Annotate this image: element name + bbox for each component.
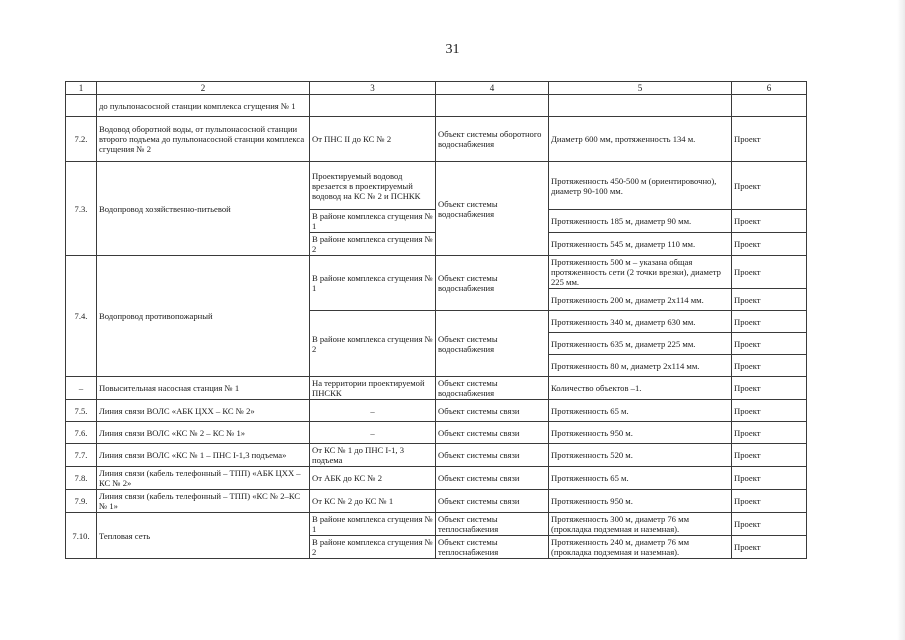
status-cell — [732, 95, 807, 117]
table-row — [66, 490, 807, 513]
status-cell: Проект — [732, 490, 807, 513]
params-cell: Количество объектов –1. — [549, 377, 732, 400]
table-row — [66, 467, 807, 490]
location-cell: В районе комплекса сгущения № 1 — [310, 513, 436, 536]
type-cell: Объект системы связи — [436, 422, 549, 444]
type-cell: Объект системы связи — [436, 400, 549, 422]
row-number: 7.2. — [66, 117, 97, 162]
object-name: Линия связи ВОЛС «КС № 1 – ПНС I-1,3 подъема» — [97, 444, 310, 467]
type-cell: Объект системы водоснабжения — [436, 377, 549, 400]
location-cell: В районе комплекса сгущения № 2 — [310, 311, 436, 377]
location-cell: От КС № 2 до КС № 1 — [310, 490, 436, 513]
status-cell: Проект — [732, 311, 807, 333]
params-cell: Протяженность 500 м – указана общая протяженность сети (2 точки врезки), диаметр 225 мм. — [549, 256, 732, 289]
object-name: Тепловая сеть — [97, 513, 310, 559]
status-cell: Проект — [732, 233, 807, 256]
row-number: 7.5. — [66, 400, 97, 422]
object-name: Линия связи ВОЛС «КС № 2 – КС № 1» — [97, 422, 310, 444]
status-cell: Проект — [732, 355, 807, 377]
params-cell: Протяженность 65 м. — [549, 400, 732, 422]
location-cell: От КС № 1 до ПНС I-1, 3 подъема — [310, 444, 436, 467]
params-cell: Протяженность 65 м. — [549, 467, 732, 490]
page-edge-shadow — [897, 0, 905, 640]
location-cell: В районе комплекса сгущения № 2 — [310, 536, 436, 559]
object-name: Линия связи (кабель телефонный – ТПП) «АБК ЦХХ – КС № 2» — [97, 467, 310, 490]
params-cell: Протяженность 635 м, диаметр 225 мм. — [549, 333, 732, 355]
params-cell: Протяженность 200 м, диаметр 2х114 мм. — [549, 289, 732, 311]
row-number: 7.4. — [66, 256, 97, 377]
row-number: 7.6. — [66, 422, 97, 444]
table-row — [66, 422, 807, 444]
object-name: Водопровод противопожарный — [97, 256, 310, 377]
table-row — [66, 162, 807, 210]
header-cell: 1 — [66, 82, 97, 95]
type-cell: Объект системы оборотного водоснабжения — [436, 117, 549, 162]
params-cell: Протяженность 450-500 м (ориентировочно), диаметр 90-100 мм. — [549, 162, 732, 210]
type-cell — [436, 95, 549, 117]
location-cell: В районе комплекса сгущения № 2 — [310, 233, 436, 256]
table-row — [66, 377, 807, 400]
type-cell: Объект системы связи — [436, 490, 549, 513]
params-cell: Протяженность 520 м. — [549, 444, 732, 467]
status-cell: Проект — [732, 422, 807, 444]
location-cell: В районе комплекса сгущения № 1 — [310, 210, 436, 233]
status-cell: Проект — [732, 444, 807, 467]
location-cell: На территории проектируемой ПНСКК — [310, 377, 436, 400]
table-row — [66, 400, 807, 422]
type-cell: Объект системы водоснабжения — [436, 256, 549, 311]
type-cell: Объект системы теплоснабжения — [436, 536, 549, 559]
row-number: 7.9. — [66, 490, 97, 513]
object-name: Линия связи ВОЛС «АБК ЦХХ – КС № 2» — [97, 400, 310, 422]
params-cell: Протяженность 340 м, диаметр 630 мм. — [549, 311, 732, 333]
params-cell: Диаметр 600 мм, протяженность 134 м. — [549, 117, 732, 162]
status-cell: Проект — [732, 513, 807, 536]
location-cell: Проектируемый водовод врезается в проектируемый водовод на КС № 2 и ПСНКК — [310, 162, 436, 210]
status-cell: Проект — [732, 210, 807, 233]
row-number: 7.8. — [66, 467, 97, 490]
status-cell: Проект — [732, 377, 807, 400]
location-cell: От АБК до КС № 2 — [310, 467, 436, 490]
params-cell: Протяженность 240 м, диаметр 76 мм (прокладка подземная и наземная). — [549, 536, 732, 559]
type-cell: Объект системы водоснабжения — [436, 162, 549, 256]
object-name: Водовод оборотной воды, от пульпонасосной станции второго подъема до пульпонасосной станции комплекса сгущения № 2 — [97, 117, 310, 162]
row-number — [66, 95, 97, 117]
table-row — [66, 444, 807, 467]
status-cell: Проект — [732, 333, 807, 355]
row-number: 7.3. — [66, 162, 97, 256]
status-cell: Проект — [732, 256, 807, 289]
status-cell: Проект — [732, 162, 807, 210]
params-cell — [549, 95, 732, 117]
object-name: Повысительная насосная станция № 1 — [97, 377, 310, 400]
location-cell: – — [310, 400, 436, 422]
params-cell: Протяженность 300 м, диаметр 76 мм (прокладка подземная и наземная). — [549, 513, 732, 536]
object-name: до пульпонасосной станции комплекса сгущения № 1 — [97, 95, 310, 117]
params-cell: Протяженность 185 м, диаметр 90 мм. — [549, 210, 732, 233]
objects-table — [65, 81, 807, 559]
header-cell: 4 — [436, 82, 549, 95]
params-cell: Протяженность 545 м, диаметр 110 мм. — [549, 233, 732, 256]
type-cell: Объект системы связи — [436, 467, 549, 490]
params-cell: Протяженность 80 м, диаметр 2х114 мм. — [549, 355, 732, 377]
object-name: Линия связи (кабель телефонный – ТПП) «КС № 2–КС № 1» — [97, 490, 310, 513]
table-row — [66, 513, 807, 536]
params-cell: Протяженность 950 м. — [549, 422, 732, 444]
table-row — [66, 117, 807, 162]
row-number: – — [66, 377, 97, 400]
table-row — [66, 95, 807, 117]
header-cell: 5 — [549, 82, 732, 95]
status-cell: Проект — [732, 117, 807, 162]
header-cell: 3 — [310, 82, 436, 95]
header-cell: 2 — [97, 82, 310, 95]
location-cell: От ПНС II до КС № 2 — [310, 117, 436, 162]
type-cell: Объект системы связи — [436, 444, 549, 467]
location-cell: В районе комплекса сгущения № 1 — [310, 256, 436, 311]
page-number: 31 — [445, 42, 460, 57]
header-row — [66, 82, 807, 95]
status-cell: Проект — [732, 400, 807, 422]
location-cell: – — [310, 422, 436, 444]
status-cell: Проект — [732, 536, 807, 559]
type-cell: Объект системы водоснабжения — [436, 311, 549, 377]
row-number: 7.7. — [66, 444, 97, 467]
location-cell — [310, 95, 436, 117]
status-cell: Проект — [732, 289, 807, 311]
status-cell: Проект — [732, 467, 807, 490]
params-cell: Протяженность 950 м. — [549, 490, 732, 513]
table-row — [66, 256, 807, 289]
header-cell: 6 — [732, 82, 807, 95]
row-number: 7.10. — [66, 513, 97, 559]
object-name: Водопровод хозяйственно-питьевой — [97, 162, 310, 256]
type-cell: Объект системы теплоснабжения — [436, 513, 549, 536]
